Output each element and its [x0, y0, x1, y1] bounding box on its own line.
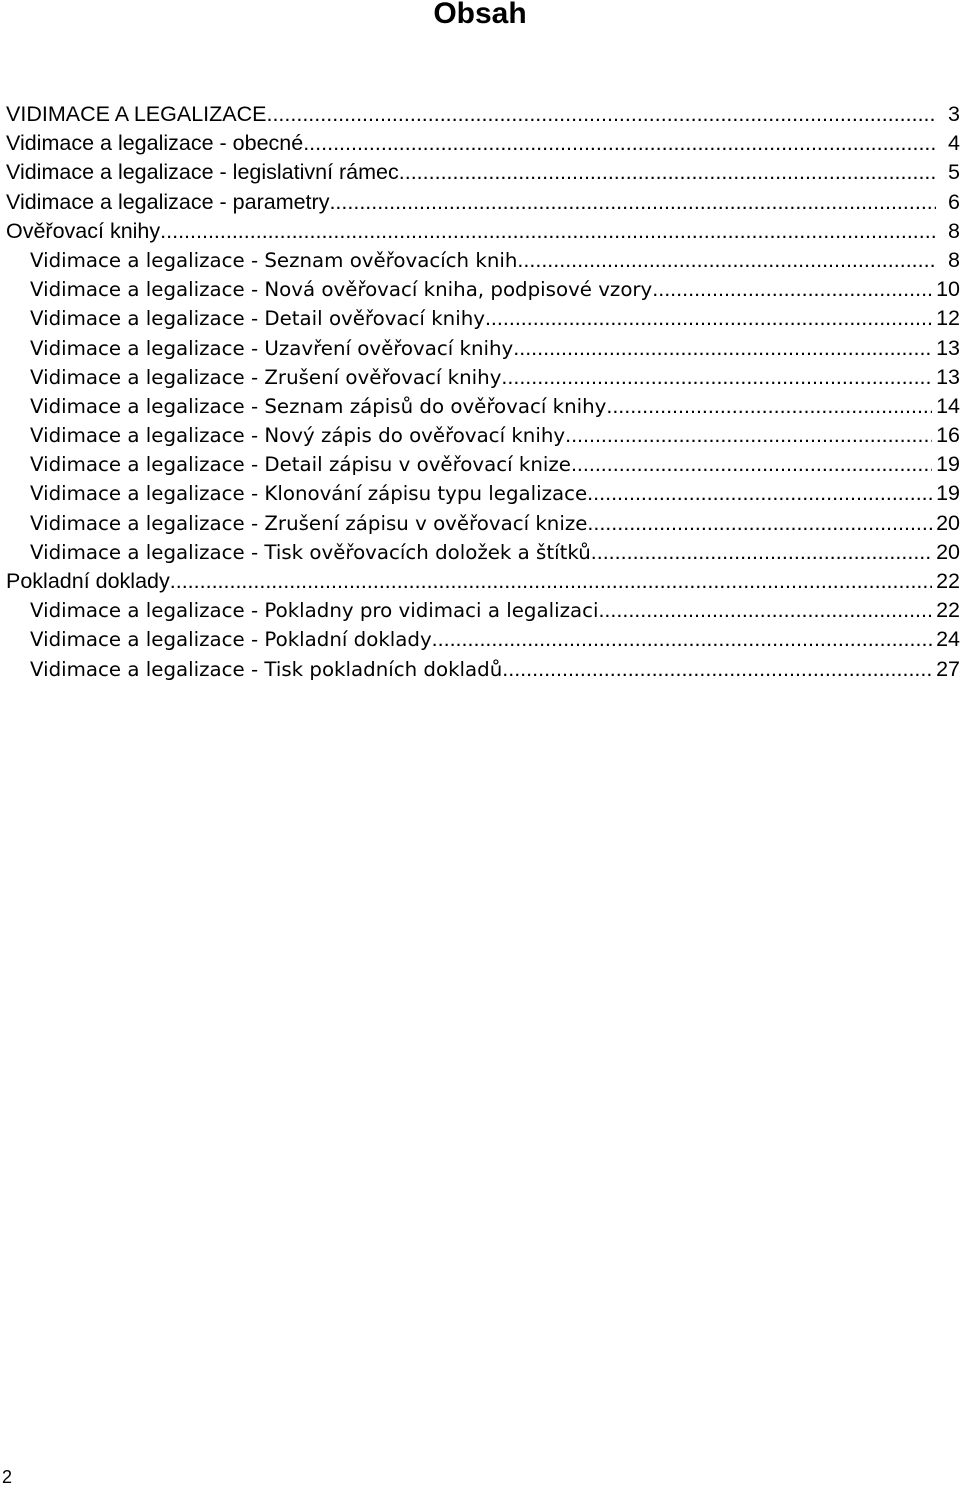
toc-entry-page: 14	[936, 393, 960, 418]
toc-dot-leader	[303, 129, 936, 158]
toc-entry-page: 4	[948, 131, 960, 156]
toc-entry-page: 22	[936, 598, 960, 623]
toc-dot-leader	[432, 625, 932, 654]
toc-entry-title: Vidimace a legalizace - Nová ověřovací kniha, podpisové vzory	[30, 278, 653, 302]
toc-entry[interactable]	[6, 538, 960, 567]
toc-entry-page: 20	[936, 510, 960, 535]
toc-dot-leader	[485, 304, 932, 333]
toc-entry[interactable]	[6, 450, 960, 479]
toc-entry[interactable]	[6, 246, 960, 275]
toc-dot-leader	[591, 538, 932, 567]
toc-entry-title: Vidimace a legalizace - Tisk ověřovacích doložek a štítků	[30, 540, 591, 564]
toc-entry[interactable]	[6, 334, 960, 363]
toc-entry[interactable]	[6, 567, 960, 596]
page-title: Obsah	[433, 0, 527, 30]
toc-entry-title: Vidimace a legalizace - Uzavření ověřovací knihy	[30, 336, 514, 360]
toc-dot-leader	[170, 567, 932, 596]
toc-entry-title: Vidimace a legalizace - Zrušení ověřovací knihy	[30, 365, 502, 389]
toc-dot-leader	[329, 188, 936, 217]
toc-entry-page: 19	[936, 452, 960, 477]
toc-entry-title: Vidimace a legalizace - Seznam zápisů do ověřovací knihy	[30, 394, 607, 418]
toc-entry-title: Vidimace a legalizace - parametry	[6, 189, 330, 214]
toc-entry-title: Vidimace a legalizace - obecné	[6, 131, 304, 156]
toc-entry[interactable]	[6, 158, 960, 187]
toc-entry-page: 10	[936, 277, 960, 302]
toc-dot-leader	[502, 655, 932, 684]
toc-entry-title: Vidimace a legalizace - Seznam ověřovacích knih	[30, 248, 518, 272]
toc-entry-page: 27	[936, 656, 960, 681]
toc-entry[interactable]	[6, 509, 960, 538]
toc-entry[interactable]	[6, 100, 960, 129]
page-number: 2	[2, 1467, 13, 1487]
toc-entry-title: Vidimace a legalizace - Pokladní doklady	[30, 628, 432, 652]
toc-entry-page: 13	[936, 364, 960, 389]
toc-dot-leader	[571, 450, 932, 479]
toc-entry-title: Vidimace a legalizace - legislativní rámec	[6, 160, 399, 185]
toc-entry-page: 16	[936, 423, 960, 448]
toc-entry-page: 8	[948, 218, 960, 243]
toc-entry-title: Vidimace a legalizace - Pokladny pro vidimaci a legalizaci	[30, 599, 599, 623]
toc-entry-title: Vidimace a legalizace - Detail zápisu v ověřovací knize	[30, 453, 571, 477]
toc-entry-page: 5	[948, 160, 960, 185]
toc-entry-title: Vidimace a legalizace - Nový zápis do ověřovací knihy	[30, 424, 566, 448]
toc-entry[interactable]	[6, 625, 960, 654]
toc-entry-page: 12	[936, 306, 960, 331]
toc-entry-title: Vidimace a legalizace - Zrušení zápisu v ověřovací knize	[30, 511, 588, 535]
toc-entry-page: 19	[936, 481, 960, 506]
toc-entry[interactable]	[6, 304, 960, 333]
toc-entry[interactable]	[6, 421, 960, 450]
toc-entry-title: Pokladní doklady	[6, 569, 170, 593]
toc-entry[interactable]	[6, 655, 960, 684]
toc-entry-page: 20	[936, 539, 960, 564]
toc-entry-title: Vidimace a legalizace - Detail ověřovací knihy	[30, 307, 485, 331]
toc-dot-leader	[606, 392, 932, 421]
toc-entry[interactable]	[6, 275, 960, 304]
toc-entry[interactable]	[6, 392, 960, 421]
toc-dot-leader	[565, 421, 932, 450]
toc-entry-title: Vidimace a legalizace - Klonování zápisu typu legalizace	[30, 482, 588, 506]
toc-entry-page: 8	[948, 247, 960, 272]
toc-dot-leader	[587, 479, 932, 508]
toc-entry-page: 3	[948, 102, 960, 126]
toc-dot-leader	[587, 509, 932, 538]
toc-entry-title: Ověřovací knihy	[6, 218, 161, 243]
toc-entry[interactable]	[6, 129, 960, 158]
toc-entry[interactable]	[6, 188, 960, 217]
toc-dot-leader	[517, 246, 936, 275]
toc-entry-page: 22	[936, 569, 960, 593]
toc-dot-leader	[652, 275, 932, 304]
toc-dot-leader	[513, 334, 932, 363]
toc-entry-page: 6	[948, 189, 960, 214]
toc-dot-leader	[399, 158, 936, 187]
toc-dot-leader	[501, 363, 932, 392]
toc-entry[interactable]	[6, 596, 960, 625]
toc-entry-title: VIDIMACE A LEGALIZACE	[6, 102, 267, 126]
toc-entry-page: 24	[936, 627, 960, 652]
toc-entry[interactable]	[6, 479, 960, 508]
toc-entry[interactable]	[6, 217, 960, 246]
toc-entry-page: 13	[936, 335, 960, 360]
toc-dot-leader	[266, 100, 936, 129]
toc-dot-leader	[160, 217, 936, 246]
toc-entry-title: Vidimace a legalizace - Tisk pokladních dokladů	[30, 657, 503, 681]
toc-dot-leader	[598, 596, 932, 625]
toc-entry[interactable]	[6, 363, 960, 392]
table-of-contents	[6, 100, 960, 684]
